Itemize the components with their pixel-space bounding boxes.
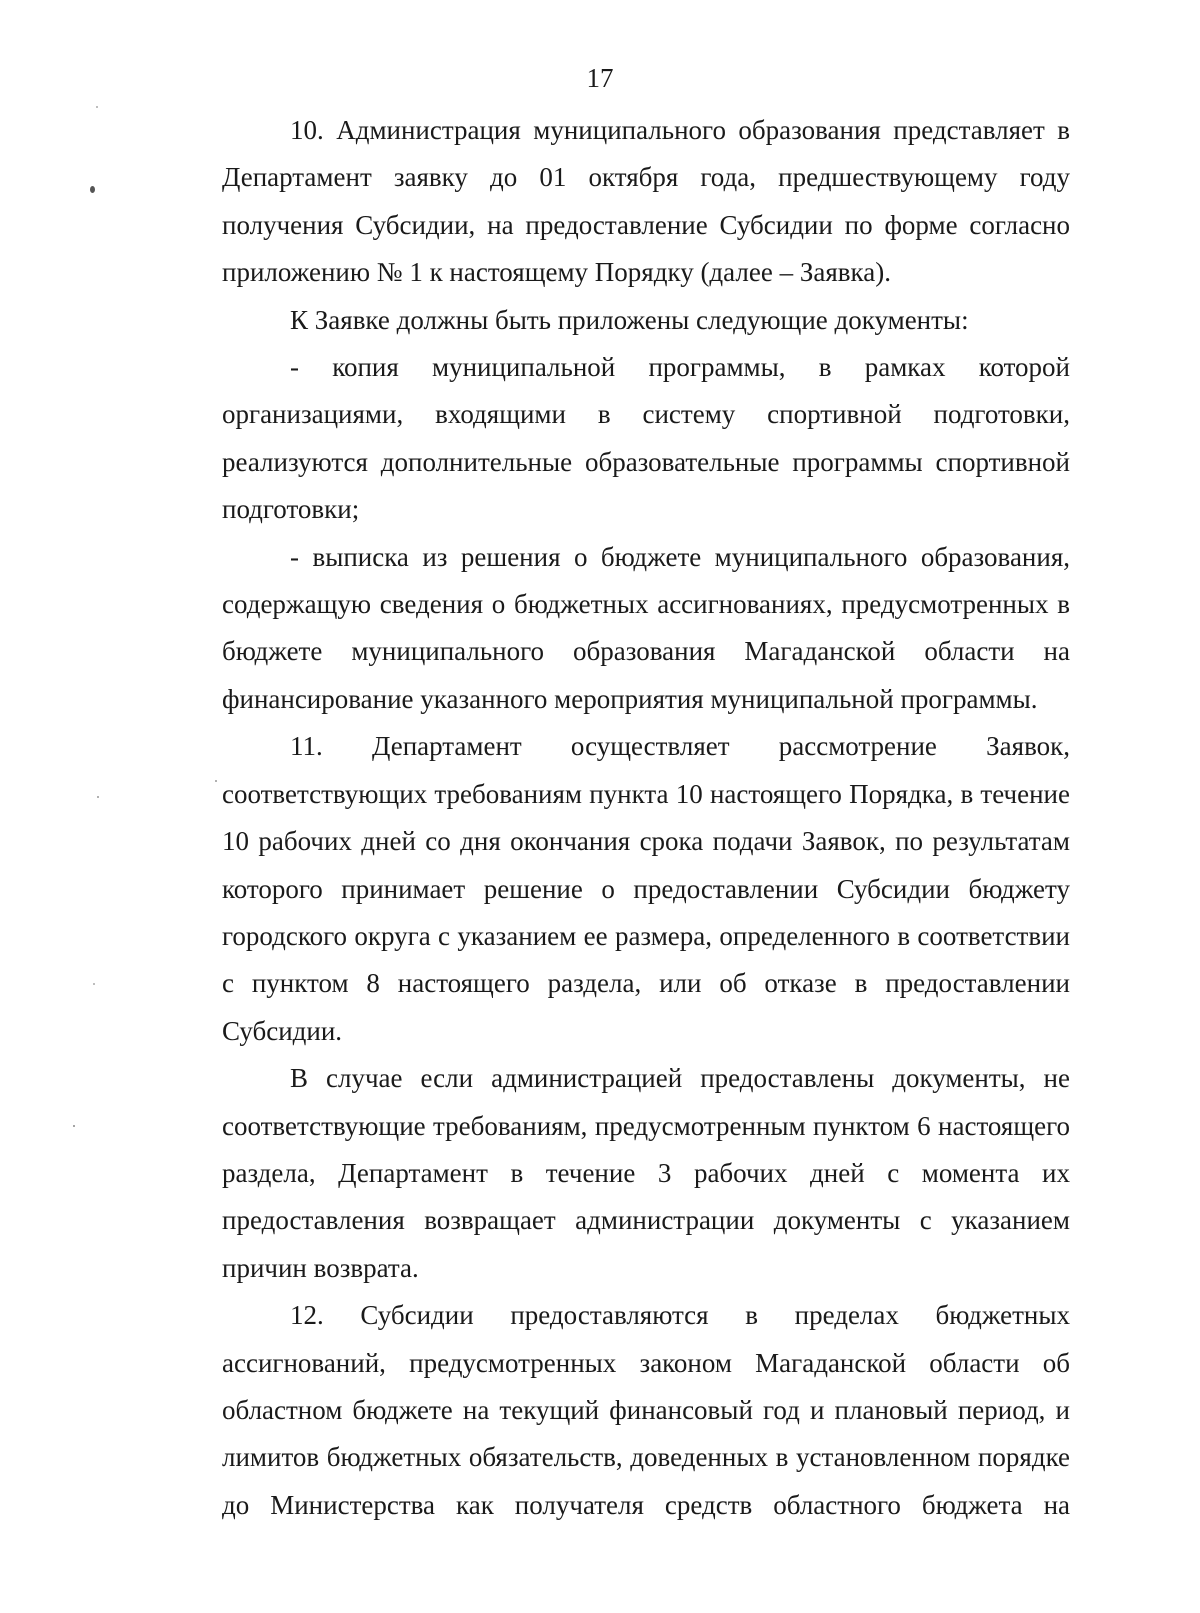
scan-speck <box>73 1125 75 1127</box>
scan-speck <box>96 106 98 108</box>
paragraph-10: 10. Администрация муниципального образования представляет в Департамент заявку до 01 октября года, предшествующему году получения Субсидии, на предоставление Субсидии по форме согласно приложению № 1 к настоящему Порядку (далее – Заявка). <box>222 115 1070 288</box>
paragraph-12: 12. Субсидии предоставляются в пределах бюджетных ассигнований, предусмотренных законом Магаданской области об областном бюджете на текущий финансовый год и плановый период, и лимитов бюджетных обязательств, доведенных в установленном порядке до Министерства как получателя средств областного бюджета на <box>222 1300 1070 1520</box>
paragraph-return-documents: В случае если администрацией предоставлены документы, не соответствующие требованиям, предусмотренным пунктом 6 настоящего раздела, Департамент в течение 3 рабочих дней с момента их предоставления возвращает администрации документы с указанием причин возврата. <box>222 1063 1070 1283</box>
paragraph-attachments-intro: К Заявке должны быть приложены следующие документы: <box>290 304 969 335</box>
scan-speck <box>215 780 217 782</box>
scan-speck <box>90 186 95 193</box>
document-body <box>222 107 1070 1529</box>
paragraph-budget-extract: - выписка из решения о бюджете муниципального образования, содержащую сведения о бюджетных ассигнованиях, предусмотренных в бюджете муниципального образования Магаданской области на финансирование указанного мероприятия муниципальной программы. <box>222 541 1070 714</box>
paragraph-program-copy: - копия муниципальной программы, в рамках которой организациями, входящими в систему спортивной подготовки, реализуются дополнительные образовательные программы спортивной подготовки; <box>222 352 1070 525</box>
scan-speck <box>93 983 95 985</box>
page-number: 17 <box>586 63 614 93</box>
paragraph-11: 11. Департамент осуществляет рассмотрение Заявок, соответствующих требованиям пункта 10 настоящего Порядка, в течение 10 рабочих дней со дня окончания срока подачи Заявок, по результатам которого принимает решение о предоставлении Субсидии бюджету городского округа с указанием ее размера, определенного в соответствии с пунктом 8 настоящего раздела, или об отказе в предоставлении Субсидии. <box>222 731 1070 1046</box>
scan-speck <box>97 796 99 798</box>
